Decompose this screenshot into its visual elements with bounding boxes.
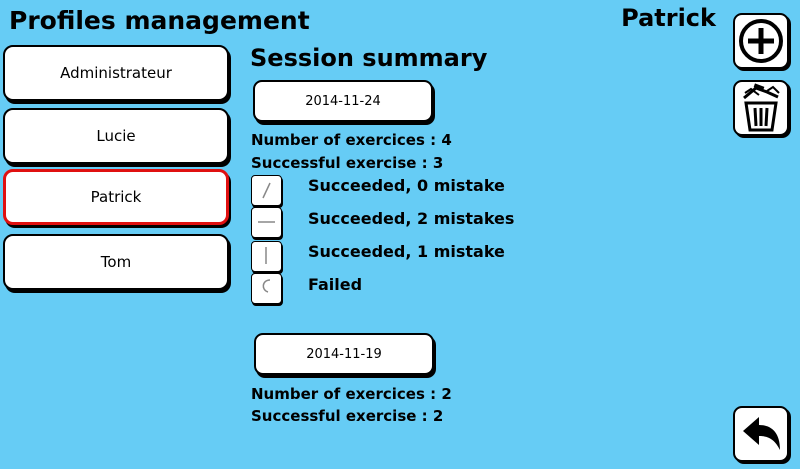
horizontal-line-icon [251,207,282,238]
plus-circle-icon [738,18,784,64]
current-user-name: Patrick [621,4,716,32]
profile-item-label: Administrateur [60,64,172,82]
add-profile-button[interactable] [733,13,789,69]
session-date-label: 2014-11-19 [306,346,382,362]
slash-mark-icon [251,175,282,206]
trash-icon [737,83,785,133]
successful-count: Successful exercise : 3 [251,154,444,172]
session-date-button[interactable] [254,333,434,375]
session-date-button[interactable] [253,80,433,122]
back-button[interactable] [733,406,789,462]
exercise-count: Number of exercices : 4 [251,131,452,149]
result-label: Succeeded, 2 mistakes [308,209,515,228]
profile-item-label: Lucie [96,127,136,145]
result-label: Succeeded, 0 mistake [308,176,505,195]
profile-item-administrateur[interactable] [3,45,229,101]
result-label: Failed [308,275,363,294]
exercise-count: Number of exercices : 2 [251,385,452,403]
vertical-line-icon [251,241,282,272]
profile-item-patrick[interactable] [3,169,229,225]
profile-item-tom[interactable] [3,234,229,290]
successful-count: Successful exercise : 2 [251,407,444,425]
curve-mark-icon [251,273,282,304]
result-label: Succeeded, 1 mistake [308,242,505,261]
page-title: Profiles management [9,6,310,35]
profile-item-lucie[interactable] [3,108,229,164]
profile-item-label: Tom [100,253,132,271]
back-arrow-icon [739,414,783,454]
session-date-label: 2014-11-24 [305,93,381,109]
session-summary-title: Session summary [250,44,488,72]
profile-item-label: Patrick [90,188,142,206]
delete-profile-button[interactable] [733,80,789,136]
